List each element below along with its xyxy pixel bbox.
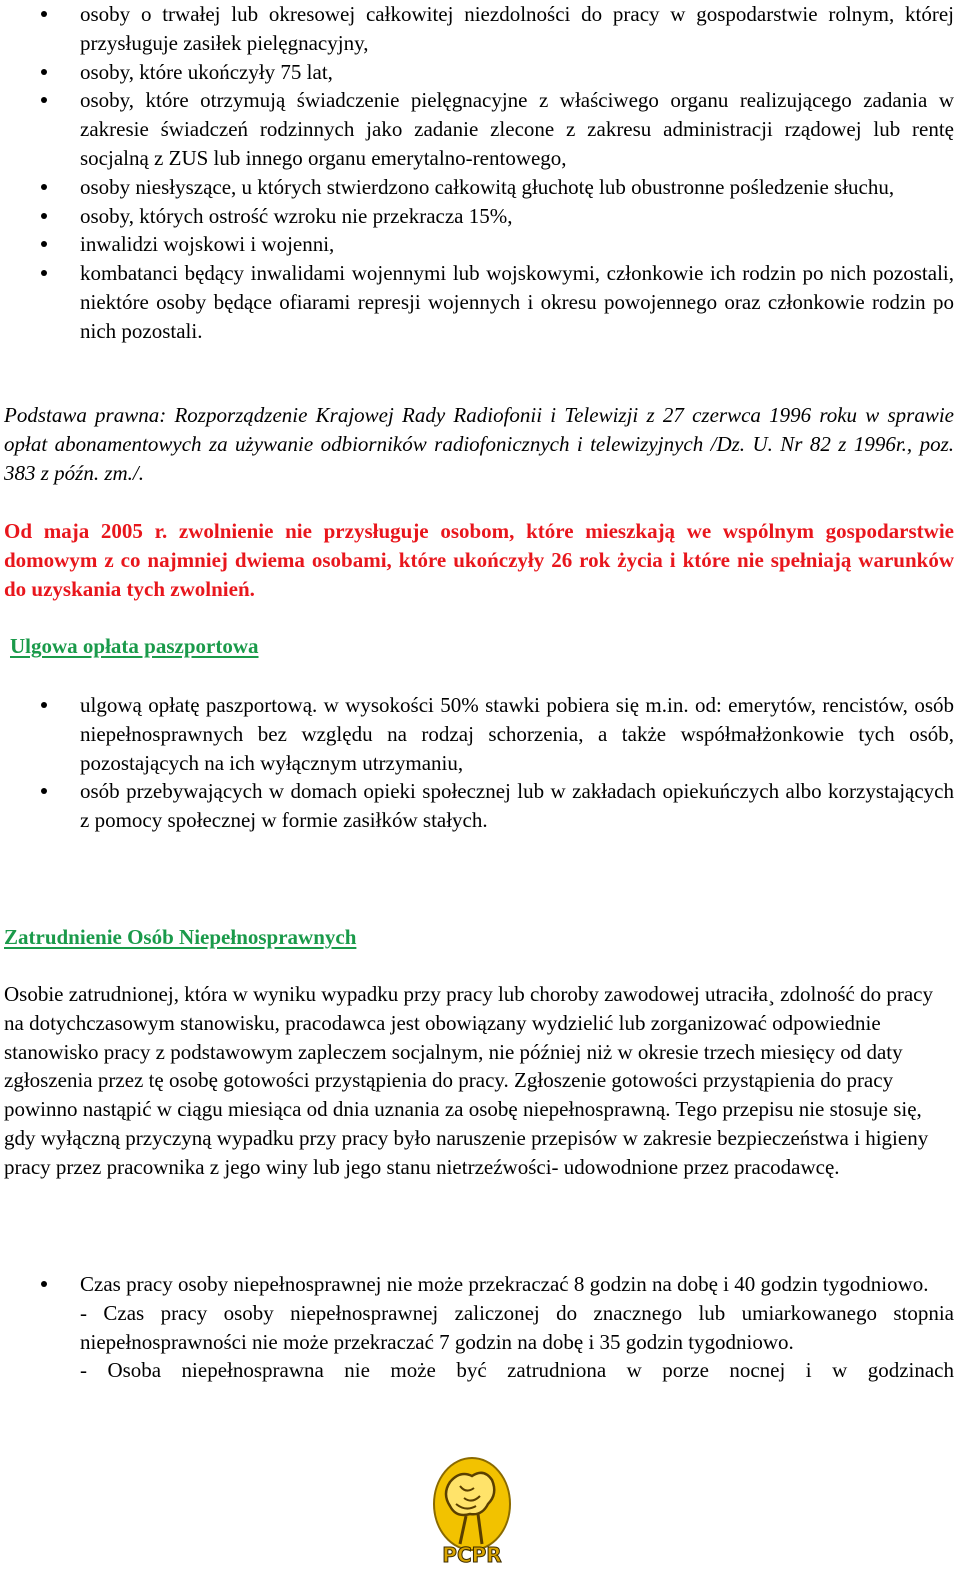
notice-paragraph: Od maja 2005 r. zwolnienie nie przysługuje osobom, które mieszkają we wspólnym gospodarstwie domowym z co najmniej dwiema osobami, które ukończyły 26 rok życia i które nie spełniają warunków do uzyskania tych zwolnień. bbox=[4, 519, 954, 601]
work-time-line: Czas pracy osoby niepełnosprawnej nie może przekraczać 8 godzin na dobę i 40 godzin tygodniowo. bbox=[80, 1272, 929, 1296]
list-item: kombatanci będący inwalidami wojennymi lub wojskowymi, członkowie ich rodzin po nich pozostali, niektóre osoby będące ofiarami represji wojennych i okresu powojennego oraz członkowie rodzin po nich pozostali. bbox=[0, 259, 960, 345]
list-item: osoby niesłyszące, u których stwierdzono całkowitą głuchotę lub obustronne pośledzenie słuchu, bbox=[0, 173, 960, 202]
passport-list bbox=[0, 691, 960, 835]
pcpr-logo bbox=[420, 1452, 524, 1568]
list-item: osoby, które otrzymują świadczenie pielęgnacyjne z właściwego organu realizującego zadania w zakresie świadczeń rodzinnych jako zadanie zlecone z zakresu administracji rządowej lub rentę socjalną z ZUS lub innego organu emerytalno-rentowego, bbox=[0, 86, 960, 172]
employment-paragraph: Osobie zatrudnionej, która w wyniku wypadku przy pracy lub choroby zawodowej utraciła¸ zdolność do pracy na dotychczasowym stanowisku, pracodawca jest obowiązany wydzielić lub zorganizować odpowiednie stanowisko pracy z podstawowym zapleczem socjalnym, nie później niż w okresie trzech miesięcy od daty zgłoszenia przez tę osobę gotowości przystąpienia do pracy. Zgłoszenie gotowości przystąpienia do pracy powinno nastąpić w ciągu miesiąca od dnia uznania za osobę niepełnosprawną. Tego przepisu nie stosuje się, gdy wyłączną przyczyną wypadku przy pracy było naruszenie przepisów w zakresie bezpieczeństwa i higieny pracy przez pracownika z jego winy lub jego stanu nietrzeźwości- udowodnione przez pracodawcę. bbox=[4, 982, 933, 1179]
work-time-line: - Osoba niepełnosprawna nie może być zatrudniona w porze nocnej i w godzinach bbox=[80, 1358, 954, 1383]
exemption-list bbox=[0, 0, 960, 346]
list-item: osoby, które ukończyły 75 lat, bbox=[0, 58, 960, 87]
legal-basis: Podstawa prawna: Rozporządzenie Krajowej Rady Radiofonii i Telewizji z 27 czerwca 1996 roku w sprawie opłat abonamentowych za używanie odbiorników radiofonicznych i telewizyjnych /Dz. U. Nr 82 z 1996r., poz. 383 z późn. zm./. bbox=[4, 403, 954, 485]
list-item: osoby o trwałej lub okresowej całkowitej niezdolności do pracy w gospodarstwie rolnym, której przysługuje zasiłek pielęgnacyjny, bbox=[0, 0, 960, 58]
heading-employment: Zatrudnienie Osób Niepełnosprawnych bbox=[4, 925, 357, 949]
list-item: inwalidzi wojskowi i wojenni, bbox=[0, 230, 960, 259]
work-time-line: - Czas pracy osoby niepełnosprawnej zaliczonej do znacznego lub umiarkowanego stopnia niepełnosprawności nie może przekraczać 7 godzin na dobę i 35 godzin tygodniowo. bbox=[80, 1300, 954, 1354]
work-time-list bbox=[0, 1270, 960, 1385]
list-item bbox=[0, 1270, 960, 1385]
heading-passport-fee: Ulgowa opłata paszportowa bbox=[10, 634, 259, 658]
list-item: osoby, których ostrość wzroku nie przekracza 15%, bbox=[0, 202, 960, 231]
svg-text:PCPR: PCPR bbox=[442, 1543, 502, 1567]
list-item: osób przebywających w domach opieki społecznej lub w zakładach opiekuńczych albo korzystających z pomocy społecznej w formie zasiłków stałych. bbox=[0, 777, 960, 835]
list-item: ulgową opłatę paszportową. w wysokości 50% stawki pobiera się m.in. od: emerytów, rencistów, osób niepełnosprawnych bez względu na rodzaj schorzenia, a także współmałżonkowie tych osób, pozostających na ich wyłącznym utrzymaniu, bbox=[0, 691, 960, 777]
